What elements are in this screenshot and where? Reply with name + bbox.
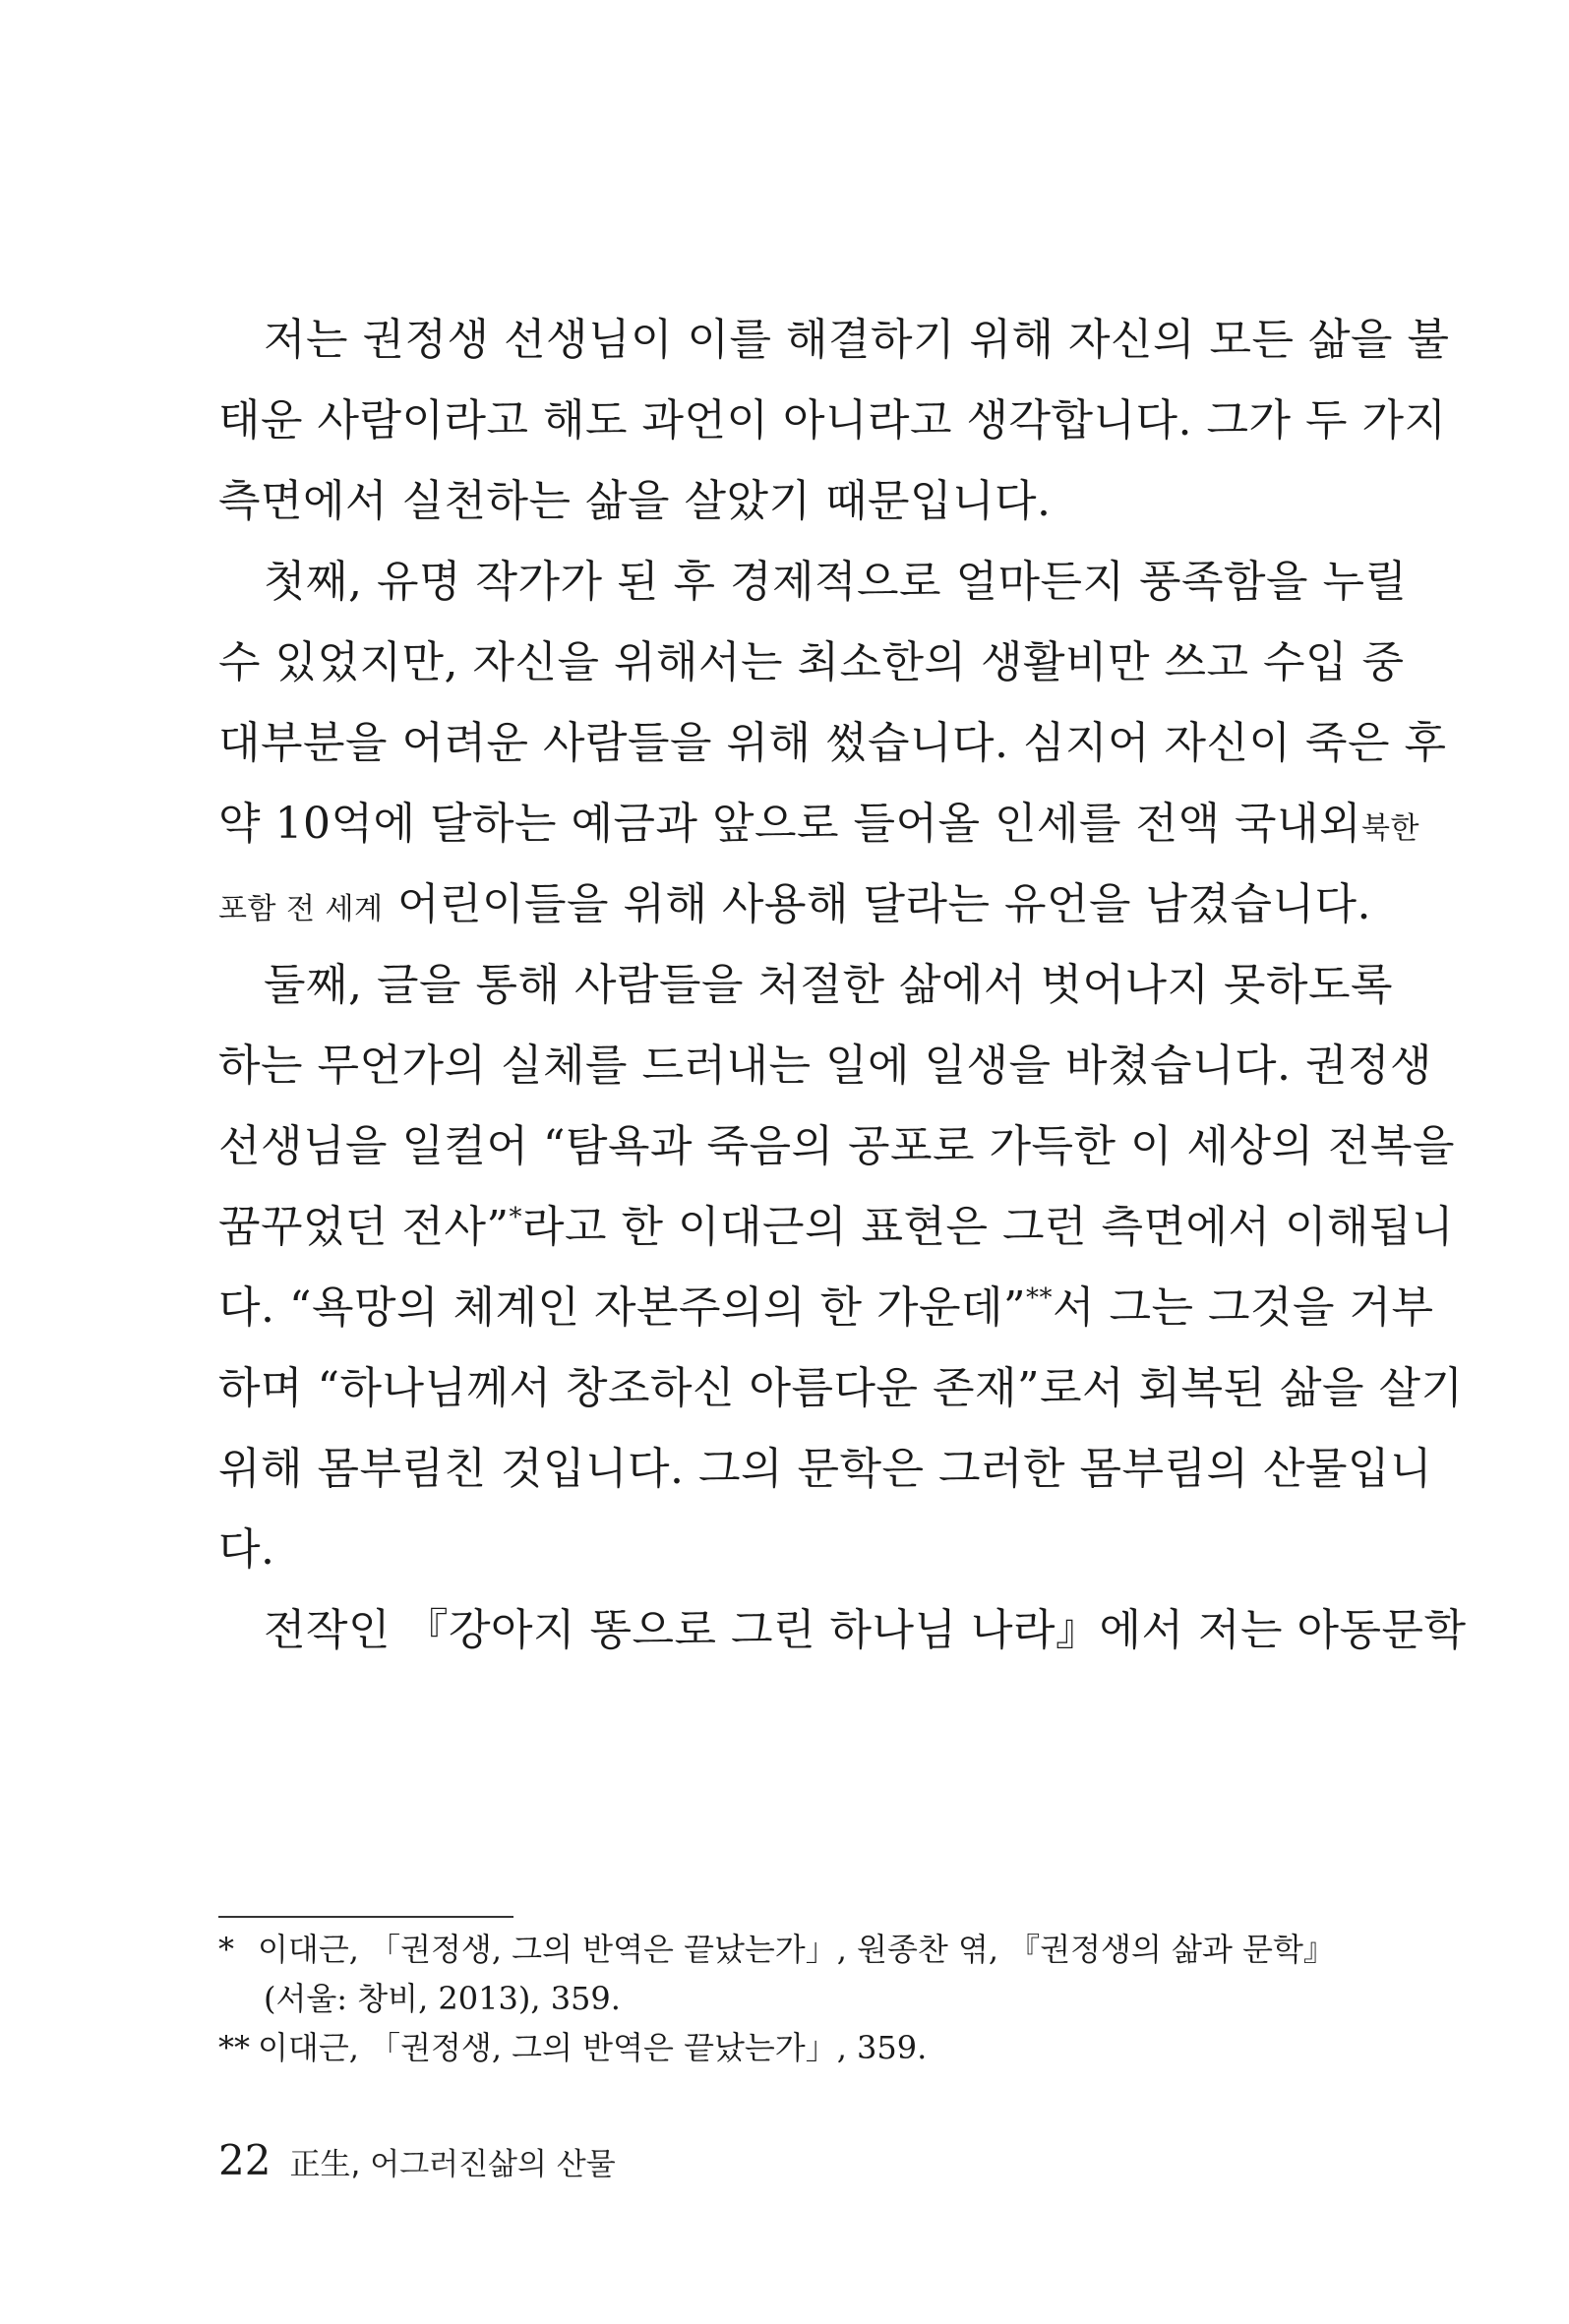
footnote-mark: * [218,1931,234,1968]
page-number: 22 [218,2136,272,2184]
footnote-ref: * [509,1203,523,1232]
footnote-divider [218,1916,513,1918]
footnote-text: 이대근, 「권정생, 그의 반역은 끝났는가」, 359. [258,2029,928,2066]
footnote [218,1930,1335,1969]
body-line: 저는 권정생 선생님이 이를 해결하기 위해 자신의 모든 삶을 불 [264,315,1450,365]
body-text: 라고 한 이대근의 표현은 그런 측면에서 이해됩니 [522,1202,1455,1252]
body-line: 첫째, 유명 작가가 된 후 경제적으로 얼마든지 풍족함을 누릴 [264,557,1408,607]
body-text: 어린이들을 위해 사용해 달라는 유언을 남겼습니다. [383,879,1371,929]
body-line [218,797,1419,857]
body-line: 하며 “하나님께서 창조하신 아름다운 존재”로서 회복된 삶을 살기 [218,1363,1464,1413]
page-footer [218,2136,616,2184]
body-line: 대부분을 어려운 사람들을 위해 썼습니다. 심지어 자신이 죽은 후 [218,718,1447,768]
footnote [218,2028,927,2067]
body-line [218,1281,1434,1336]
body-line: 위해 몸부림친 것입니다. 그의 문학은 그러한 몸부림의 산물입니 [218,1444,1432,1494]
body-text: 다. “욕망의 체계인 자본주의의 한 가운데” [218,1282,1026,1333]
footnote-continuation: (서울: 창비, 2013), 359. [264,1980,621,2017]
running-title: 正生, 어그러진삶의 산물 [289,2147,616,2182]
body-text: 꿈꾸었던 전사” [218,1202,510,1252]
body-line: 둘째, 글을 통해 사람들을 처절한 삶에서 벗어나지 못하도록 [264,960,1393,1010]
footnote-text: 이대근, 「권정생, 그의 반역은 끝났는가」, 원종찬 엮, 『권정생의 삶과 문학』 [258,1931,1335,1968]
inline-small-note: 북한 [1360,811,1419,846]
body-line: 하는 무언가의 실체를 드러내는 일에 일생을 바쳤습니다. 권정생 [218,1041,1432,1091]
body-line: 측면에서 실천하는 삶을 살았기 때문입니다. [218,476,1052,526]
body-line: 다. [218,1524,275,1575]
body-text: 약 10억에 달하는 예금과 앞으로 들어올 인세를 전액 국내외 [218,799,1361,849]
body-line: 수 있었지만, 자신을 위해서는 최소한의 생활비만 쓰고 수입 중 [218,637,1405,687]
footnote-ref: ** [1025,1283,1053,1313]
inline-small-note: 포함 전 세계 [218,892,384,926]
body-line: 태운 사람이라고 해도 과언이 아니라고 생각합니다. 그가 두 가지 [218,395,1447,446]
body-text: 서 그는 그것을 거부 [1052,1282,1434,1333]
footnote-mark: ** [218,2029,250,2066]
body-line [218,1200,1455,1255]
body-line: 선생님을 일컬어 “탐욕과 죽음의 공포로 가득한 이 세상의 전복을 [218,1121,1455,1171]
body-line: 전작인 『강아지 똥으로 그린 하나님 나라』에서 저는 아동문학 [264,1605,1467,1655]
body-line [218,877,1371,937]
